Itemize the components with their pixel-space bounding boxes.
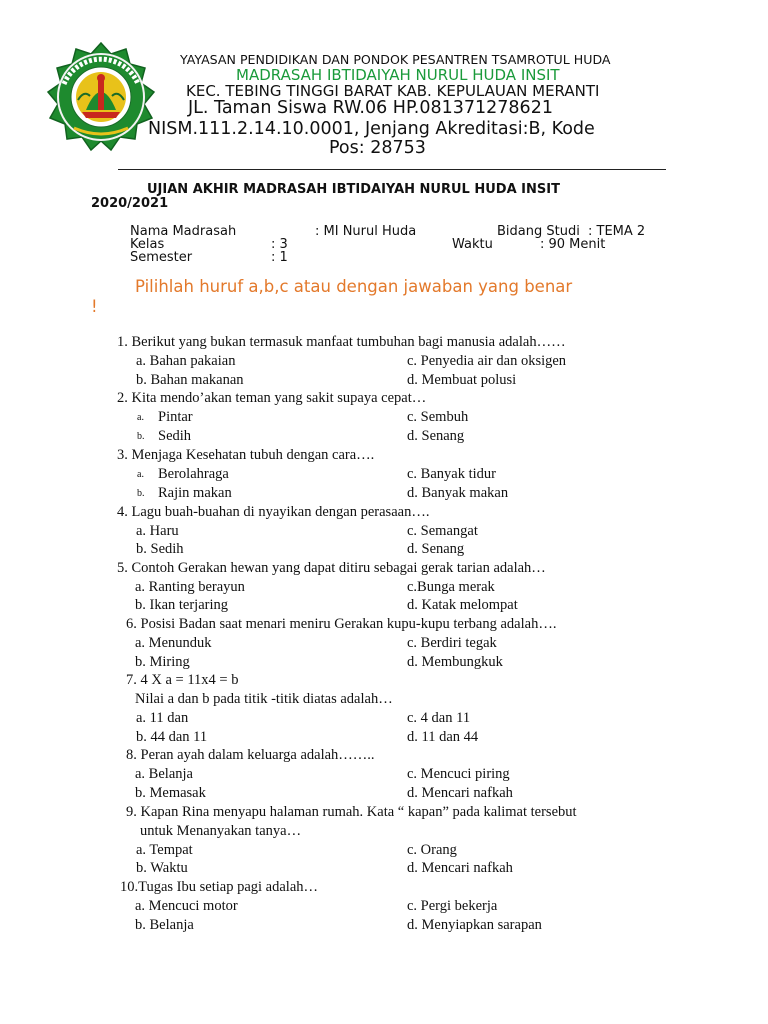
q3-option-c: c. Banyak tidur xyxy=(407,466,496,482)
q8-option-c: c. Mencuci piring xyxy=(407,766,510,782)
q9-option-c: c. Orang xyxy=(407,842,457,858)
q6-option-b: b. Miring xyxy=(135,654,190,670)
q3-option-b-marker: b. xyxy=(137,488,145,499)
q2-option-a: Pintar xyxy=(158,409,193,425)
q4-option-b: b. Sedih xyxy=(136,541,184,557)
header-divider xyxy=(118,169,666,170)
q9-option-a: a. Tempat xyxy=(136,842,193,858)
question-1: 1. Berikut yang bukan termasuk manfaat tumbuhan bagi manusia adalah…… xyxy=(117,334,566,350)
q6-option-d: d. Membungkuk xyxy=(407,654,503,670)
address-line: JL. Taman Siswa RW.06 HP.081371278621 xyxy=(188,98,553,118)
kelas-value: : 3 xyxy=(271,237,288,252)
instruction-exclamation: ! xyxy=(91,297,98,316)
q8-option-b: b. Memasak xyxy=(135,785,206,801)
postal-line: Pos: 28753 xyxy=(329,138,426,158)
question-7: 7. 4 X a = 11x4 = b xyxy=(126,672,239,688)
q7-option-c: c. 4 dan 11 xyxy=(407,710,471,726)
question-5: 5. Contoh Gerakan hewan yang dapat ditiru sebagai gerak tarian adalah… xyxy=(117,560,546,576)
q1-option-d: d. Membuat polusi xyxy=(407,372,517,388)
q10-option-d: d. Menyiapkan sarapan xyxy=(407,917,542,933)
q5-option-d: d. Katak melompat xyxy=(407,597,518,613)
q4-option-a: a. Haru xyxy=(136,523,179,539)
q7-option-b: b. 44 dan 11 xyxy=(136,729,208,745)
semester-value: : 1 xyxy=(271,250,288,265)
q3-option-a: Berolahraga xyxy=(158,466,229,482)
instruction-text: Pilihlah huruf a,b,c atau dengan jawaban yang benar xyxy=(135,277,573,296)
nama-madrasah-label: Nama Madrasah xyxy=(130,224,237,239)
question-2: 2. Kita mendo’akan teman yang sakit supaya cepat… xyxy=(117,390,427,406)
q10-option-c: c. Pergi bekerja xyxy=(407,898,498,914)
q3-option-b: Rajin makan xyxy=(158,485,232,501)
question-6: 6. Posisi Badan saat menari meniru Gerakan kupu-kupu terbang adalah…. xyxy=(126,616,557,632)
q2-option-a-marker: a. xyxy=(137,412,144,423)
q1-option-b: b. Bahan makanan xyxy=(136,372,244,388)
q2-option-d: d. Senang xyxy=(407,428,465,444)
nism-line: NISM.111.2.14.10.0001, Jenjang Akreditasi:B, Kode xyxy=(148,119,595,139)
q8-option-d: d. Mencari nafkah xyxy=(407,785,513,801)
q1-option-c: c. Penyedia air dan oksigen xyxy=(407,353,567,369)
q6-option-a: a. Menunduk xyxy=(135,635,212,651)
district-line: KEC. TEBING TINGGI BARAT KAB. KEPULAUAN MERANTI xyxy=(186,82,600,100)
q7-option-a: a. 11 dan xyxy=(136,710,189,726)
school-name: MADRASAH IBTIDAIYAH NURUL HUDA INSIT xyxy=(236,66,560,84)
q4-option-d: d. Senang xyxy=(407,541,465,557)
q3-option-a-marker: a. xyxy=(137,469,144,480)
q5-option-c: c.Bunga merak xyxy=(407,579,495,595)
bidang-studi-label: Bidang Studi xyxy=(497,224,580,239)
question-3: 3. Menjaga Kesehatan tubuh dengan cara…. xyxy=(117,447,375,463)
bidang-studi-value: : TEMA 2 xyxy=(588,224,646,239)
question-4: 4. Lagu buah-buahan di nyayikan dengan perasaan…. xyxy=(117,504,430,520)
q3-option-d: d. Banyak makan xyxy=(407,485,509,501)
question-7-line-2: Nilai a dan b pada titik -titik diatas adalah… xyxy=(135,691,393,707)
kelas-label: Kelas xyxy=(130,237,165,252)
q10-option-a: a. Mencuci motor xyxy=(135,898,238,914)
waktu-label: Waktu xyxy=(452,237,493,252)
nama-madrasah-value: : MI Nurul Huda xyxy=(315,224,417,239)
q5-option-a: a. Ranting berayun xyxy=(135,579,245,595)
question-9-line-2: untuk Menanyakan tanya… xyxy=(140,823,302,839)
q9-option-b: b. Waktu xyxy=(136,860,188,876)
exam-year: 2020/2021 xyxy=(91,196,169,211)
question-9: 9. Kapan Rina menyapu halaman rumah. Kata “ kapan” pada kalimat tersebut xyxy=(126,804,577,820)
q2-option-b: Sedih xyxy=(158,428,192,444)
q7-option-d: d. 11 dan 44 xyxy=(407,729,479,745)
question-8: 8. Peran ayah dalam keluarga adalah…….. xyxy=(126,747,375,763)
exam-title: UJIAN AKHIR MADRASAH IBTIDAIYAH NURUL HUDA INSIT xyxy=(147,182,560,197)
q9-option-d: d. Mencari nafkah xyxy=(407,860,513,876)
question-10: 10.Tugas Ibu setiap pagi adalah… xyxy=(120,879,319,895)
q5-option-b: b. Ikan terjaring xyxy=(135,597,229,613)
semester-label: Semester xyxy=(130,250,193,265)
q1-option-a: a. Bahan pakaian xyxy=(136,353,236,369)
q2-option-c: c. Sembuh xyxy=(407,409,469,425)
school-logo xyxy=(44,40,158,154)
foundation-name: YAYASAN PENDIDIKAN DAN PONDOK PESANTREN TSAMROTUL HUDA xyxy=(180,52,611,67)
q10-option-b: b. Belanja xyxy=(135,917,194,933)
waktu-value: : 90 Menit xyxy=(540,237,606,252)
q4-option-c: c. Semangat xyxy=(407,523,478,539)
q2-option-b-marker: b. xyxy=(137,431,145,442)
q6-option-c: c. Berdiri tegak xyxy=(407,635,497,651)
q8-option-a: a. Belanja xyxy=(135,766,193,782)
